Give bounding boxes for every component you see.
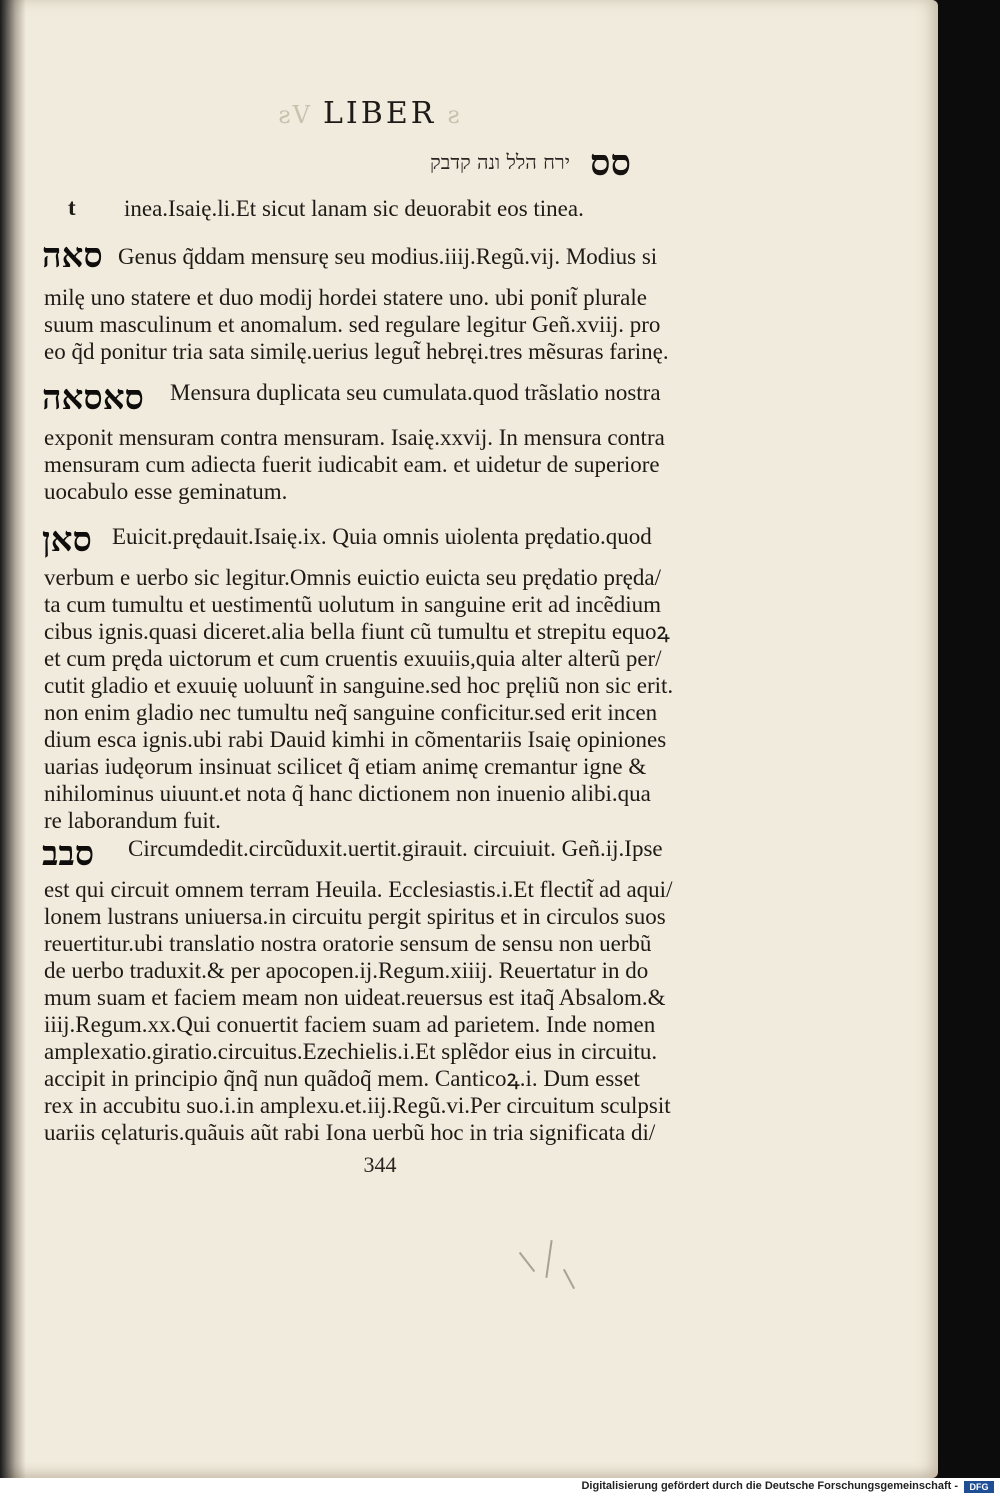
- text-line: amplexatio.giratio.circuitus.Ezechielis.i.Et splẽdor eius in circuitu.: [44, 1039, 658, 1064]
- text-line: nihilominus uiuunt.et nota q̃ hanc dictionem non inuenio alibi.qua: [44, 781, 651, 806]
- entry-first-line: Circumdedit.circũduxit.uertit.girauit. circuiuit. Geñ.ij.Ipse: [128, 836, 663, 861]
- text-line: cibus ignis.quasi diceret.alia bella fiunt cũ tumultu et strepitu equoꝝ: [44, 619, 670, 644]
- text-line: uariis cęlaturis.quãuis aũt rabi Iona uerbũ hoc in tria significata di/: [44, 1120, 656, 1145]
- dark-background-edge: [938, 0, 1000, 1478]
- text-line: reuertitur.ubi translatio nostra oratorie sensum de sensu non uerbũ: [44, 931, 652, 956]
- entry-hebrew-2: סאסאה: [42, 378, 144, 418]
- entry-hebrew-4: סבב: [42, 834, 95, 874]
- text-line: rex in accubitu suo.i.in amplexu.et.iij.Regũ.vi.Per circuitum sculpsit: [44, 1093, 671, 1118]
- text-line: est qui circuit omnem terram Heuila. Ecclesiastis.i.Et flectit̃ ad aqui/: [44, 877, 673, 902]
- entry-first-line: Euicit.prędauit.Isaię.ix. Quia omnis uiolenta prędatio.quod: [112, 524, 652, 549]
- entry-hebrew-3: סאן: [42, 520, 92, 560]
- text-line: non enim gladio nec tumultu neq̃ sanguine conficitur.sed erit incen: [44, 700, 658, 725]
- text-line: et cum pręda uictorum et cum cruentis exuuiis,quia alter alterũ per/: [44, 646, 662, 671]
- text-line: exponit mensuram contra mensuram. Isaię.xxvij. In mensura contra: [44, 425, 665, 450]
- entry-hebrew-1: סאה: [42, 236, 103, 276]
- paper-mark: [563, 1269, 575, 1289]
- running-header: [240, 96, 500, 136]
- running-hebrew-text: ירח הלל ונה קדבק: [430, 150, 570, 174]
- entry-first-line: Mensura duplicata seu cumulata.quod trãslatio nostra: [170, 380, 661, 405]
- text-line: lonem lustrans uniuersa.in circuitu pergit spiritus et in circulos suos: [44, 904, 666, 929]
- paper-mark: [545, 1240, 552, 1278]
- initial-letter: t: [68, 195, 76, 220]
- first-text-line: inea.Isaię.li.Et sicut lanam sic deuorabit eos tinea.: [124, 196, 584, 221]
- header-bleedthrough-left: ƨV: [278, 101, 312, 129]
- text-line: re laborandum fuit.: [44, 808, 221, 833]
- entry-first-line: Genus q̃ddam mensurę seu modius.iiij.Regũ.vij. Modius si: [118, 244, 658, 269]
- text-line: ta cum tumultu et uestimentũ uolutum in sanguine erit ad incẽdium: [44, 592, 662, 617]
- text-line: accipit in principio q̃nq̃ nun quãdoq̃ mem. Canticoꝝ.i. Dum esset: [44, 1066, 640, 1091]
- text-line: cutit gladio et exuuię uoluunt̃ in sanguine.sed hoc pręliũ non sic erit.: [44, 673, 674, 698]
- text-line: suum masculinum et anomalum. sed regulare legitur Geñ.xviij. pro: [44, 312, 661, 337]
- text-line: verbum e uerbo sic legitur.Omnis euictio euicta seu prędatio pręda/: [44, 565, 661, 590]
- digitization-footer: [0, 1478, 1000, 1496]
- text-line: de uerbo traduxit.& per apocopen.ij.Regum.xiiij. Reuertatur in do: [44, 958, 649, 983]
- text-line: iiij.Regum.xx.Qui conuertit faciem suam ad parietem. Inde nomen: [44, 1012, 656, 1037]
- header-title: LIBER: [323, 96, 437, 131]
- text-line: dium esca ignis.ubi rabi Dauid kimhi in cõmentariis Isaię opiniones: [44, 727, 667, 752]
- paper-mark: [519, 1252, 535, 1272]
- text-line: mensuram cum adiecta fuerit iudicabit eam. et uidetur de superiore: [44, 452, 660, 477]
- section-hebrew-heading: סס: [590, 142, 631, 184]
- text-line: milę uno statere et duo modij hordei statere uno. ubi ponit̃ plurale: [44, 285, 647, 310]
- text-line: uarias iudęorum insinuat scilicet q̃ etiam animę cremantur igne &: [44, 754, 647, 779]
- text-line: eo q̃d ponitur tria sata similę.uerius legut̃ hebręi.tres mẽsuras farinę.: [44, 339, 669, 364]
- footer-credit-text: Digitalisierung gefördert durch die Deutsche Forschungsgemeinschaft -: [581, 1480, 958, 1492]
- text-line: uocabulo esse geminatum.: [44, 479, 288, 504]
- text-line: mum suam et faciem meam non uideat.reuersus est itaq̃ Absalom.&: [44, 985, 666, 1010]
- page-number: 344: [363, 1152, 397, 1177]
- header-bleedthrough-right: ƨ: [447, 101, 462, 129]
- dfg-logo-icon: DFG: [964, 1481, 994, 1493]
